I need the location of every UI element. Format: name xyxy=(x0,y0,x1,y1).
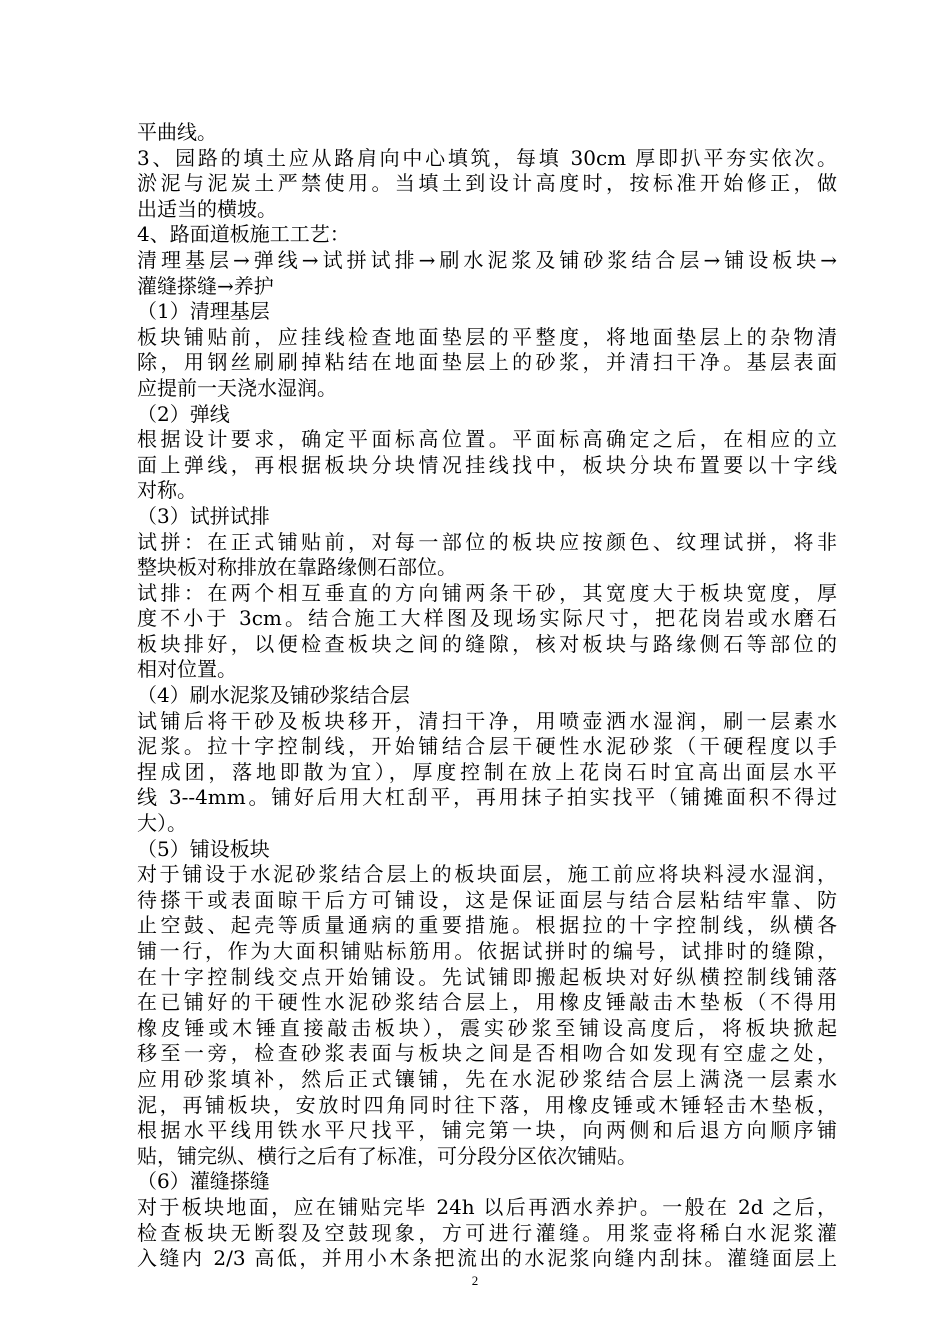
text-line: 止空鼓、起壳等质量通病的重要措施。根据拉的十字控制线，纵横各 xyxy=(137,913,837,938)
text-line: 3、园路的填土应从路肩向中心填筑，每填 30cm 厚即扒平夯实依次。 xyxy=(137,145,837,170)
text-line: 出适当的横坡。 xyxy=(137,196,277,221)
text-line: 相对位置。 xyxy=(137,657,237,682)
text-line: （1）清理基层 xyxy=(137,299,270,324)
text-line: 对于铺设于水泥砂浆结合层上的板块面层，施工前应将块料浸水湿润， xyxy=(137,862,837,887)
text-line: 入缝内 2/3 高低，并用小木条把流出的水泥浆向缝内刮抹。灌缝面层上 xyxy=(137,1246,837,1271)
text-line: 4、路面道板施工工艺： xyxy=(137,222,350,247)
text-line: 整块板对称排放在靠路缘侧石部位。 xyxy=(137,555,457,580)
text-line: 对于板块地面，应在铺贴完毕 24h 以后再洒水养护。一般在 2d 之后， xyxy=(137,1194,837,1219)
text-line: 板块铺贴前，应挂线检查地面垫层的平整度，将地面垫层上的杂物清 xyxy=(137,324,837,349)
text-line: 移至一旁，检查砂浆表面与板块之间是否相吻合如发现有空虚之处， xyxy=(137,1041,837,1066)
text-line: （5）铺设板块 xyxy=(137,836,270,861)
text-line: 应提前一天浇水湿润。 xyxy=(137,375,337,400)
text-line: 试排：在两个相互垂直的方向铺两条干砂，其宽度大于板块宽度，厚 xyxy=(137,580,837,605)
text-line: 除，用钢丝刷刷掉粘结在地面垫层上的砂浆，并清扫干净。基层表面 xyxy=(137,350,837,375)
text-line: 大）。 xyxy=(137,811,187,836)
text-line: 在已铺好的干硬性水泥砂浆结合层上，用橡皮锤敲击木垫板（不得用 xyxy=(137,990,837,1015)
text-line: 线 3--4mm。铺好后用大杠刮平，再用抹子拍实找平（铺摊面积不得过 xyxy=(137,785,837,810)
text-line: 贴，铺完纵、横行之后有了标准，可分段分区依次铺贴。 xyxy=(137,1143,637,1168)
page-number: 2 xyxy=(471,1273,479,1288)
text-line: 铺一行，作为大面积铺贴标筋用。依据试拼时的编号，试排时的缝隙， xyxy=(137,939,837,963)
text-line: 捏成团，落地即散为宜），厚度控制在放上花岗石时宜高出面层水平 xyxy=(137,759,837,784)
text-line: 对称。 xyxy=(137,478,197,503)
text-line: 平曲线。 xyxy=(137,120,217,144)
text-line: 试铺后将干砂及板块移开，清扫干净，用喷壶洒水湿润，刷一层素水 xyxy=(137,708,837,733)
text-line: （3）试拼试排 xyxy=(137,503,270,528)
text-line: 试拼：在正式铺贴前，对每一部位的板块应按颜色、纹理试拼，将非 xyxy=(137,529,837,554)
text-line: 根据设计要求，确定平面标高位置。平面标高确定之后，在相应的立 xyxy=(137,427,837,452)
text-line: 应用砂浆填补，然后正式镶铺，先在水泥砂浆结合层上满浇一层素水 xyxy=(137,1066,837,1091)
text-line: 泥浆。拉十字控制线，开始铺结合层干硬性水泥砂浆（干硬程度以手 xyxy=(137,734,837,759)
text-line: 橡皮锤或木锤直接敲击板块），震实砂浆至铺设高度后，将板块掀起 xyxy=(137,1015,837,1040)
text-line: 板块排好，以便检查板块之间的缝隙，核对板块与路缘侧石等部位的 xyxy=(137,631,837,656)
document-body xyxy=(137,120,837,1272)
text-line: （2）弹线 xyxy=(137,401,230,426)
text-line: 灌缝搽缝→养护 xyxy=(137,273,274,298)
text-line: 度不小于 3cm。结合施工大样图及现场实际尺寸，把花岗岩或水磨石 xyxy=(137,606,837,631)
text-line: 面上弹线，再根据板块分块情况挂线找中，板块分块布置要以十字线 xyxy=(137,452,837,477)
text-line: 在十字控制线交点开始铺设。先试铺即搬起板块对好纵横控制线铺落 xyxy=(137,964,837,989)
text-line: （6）灌缝搽缝 xyxy=(137,1169,270,1194)
text-line: 清理基层→弹线→试拼试排→刷水泥浆及铺砂浆结合层→铺设板块→ xyxy=(137,247,837,272)
text-line: 待搽干或表面晾干后方可铺设，这是保证面层与结合层粘结牢靠、防 xyxy=(137,887,837,912)
text-line: 根据水平线用铁水平尺找平，铺完第一块，向两侧和后退方向顺序铺 xyxy=(137,1118,837,1143)
text-line: 检查板块无断裂及空鼓现象，方可进行灌缝。用浆壶将稀白水泥浆灌 xyxy=(137,1220,837,1245)
text-line: （4）刷水泥浆及铺砂浆结合层 xyxy=(137,683,410,708)
text-line: 泥，再铺板块，安放时四角同时往下落，用橡皮锤或木锤轻击木垫板， xyxy=(137,1092,837,1117)
text-line: 淤泥与泥炭土严禁使用。当填土到设计高度时，按标准开始修正，做 xyxy=(137,171,837,196)
